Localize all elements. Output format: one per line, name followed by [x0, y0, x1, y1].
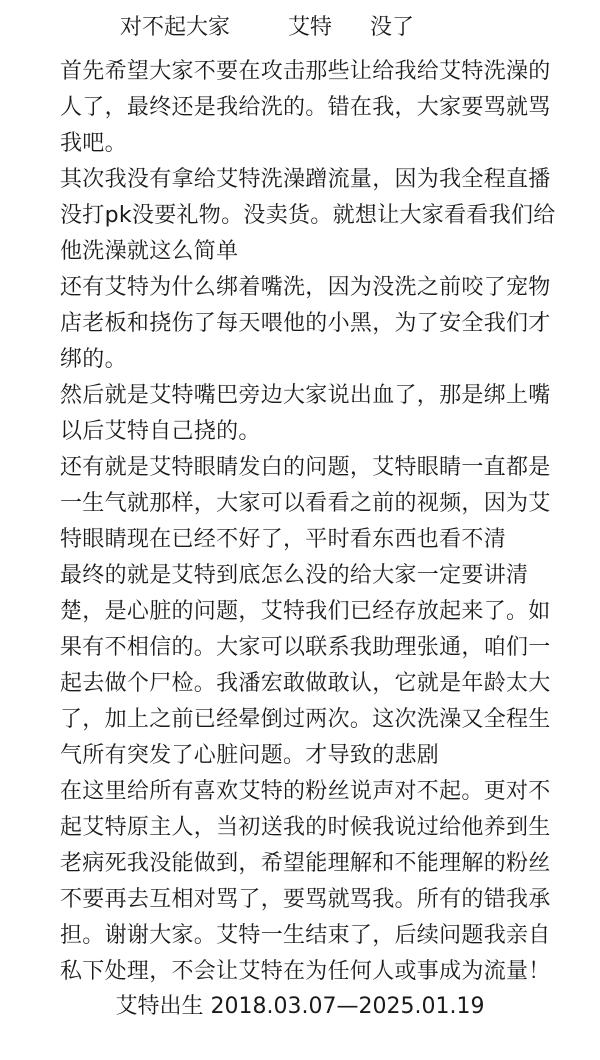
text-line: 气所有突发了心脏问题。才导致的悲剧 [60, 743, 440, 768]
text-line: 没打pk没要礼物。没卖货。就想让大家看看我们给 [60, 203, 556, 228]
text-line: 在这里给所有喜欢艾特的粉丝说声对不起。更对不 [60, 779, 551, 804]
text-line: 最终的就是艾特到底怎么没的给大家一定要讲清 [60, 563, 529, 588]
title-apology: 对不起大家 [120, 15, 231, 40]
text-line: 老病死我没能做到，希望能理解和不能理解的粉丝 [60, 851, 551, 876]
document-title [0, 10, 600, 46]
text-line: 起去做个尸检。我潘宏敢做敢认，它就是年龄太大 [60, 671, 551, 696]
text-line: 一生气就那样，大家可以看看之前的视频，因为艾 [60, 491, 551, 516]
text-line: 然后就是艾特嘴巴旁边大家说出血了，那是绑上嘴 [60, 383, 551, 408]
text-line: 首先希望大家不要在攻击那些让给我给艾特洗澡的 [60, 59, 551, 84]
text-line: 店老板和挠伤了每天喂他的小黑，为了安全我们才 [60, 311, 551, 336]
text-line: 果有不相信的。大家可以联系我助理张通，咱们一 [60, 635, 551, 660]
text-line: 还有艾特为什么绑着嘴洗，因为没洗之前咬了宠物 [60, 275, 551, 300]
text-line: 起艾特原主人，当初送我的时候我说过给他养到生 [60, 815, 551, 840]
text-line: 私下处理，不会让艾特在为任何人或事成为流量！ [60, 959, 551, 984]
text-line: 我吧。 [60, 131, 127, 156]
text-line: 特眼睛现在已经不好了，平时看东西也看不清 [60, 527, 507, 552]
text-line: 以后艾特自己挠的。 [60, 419, 261, 444]
text-line: 他洗澡就这么简单 [60, 239, 239, 264]
text-line: 楚，是心脏的问题，艾特我们已经存放起来了。如 [60, 599, 551, 624]
text-line: 人了，最终还是我给洗的。错在我，大家要骂就骂 [60, 95, 551, 120]
text-line: 其次我没有拿给艾特洗澡蹭流量，因为我全程直播 [60, 167, 551, 192]
text-line: 绑的。 [60, 347, 127, 372]
text-line: 不要再去互相对骂了，要骂就骂我。所有的错我承 [60, 887, 551, 912]
title-gone: 没了 [370, 15, 415, 40]
title-name: 艾特 [288, 15, 333, 40]
text-line: 担。谢谢大家。艾特一生结束了，后续问题我亲自 [60, 923, 551, 948]
birth-death-dates: 艾特出生 2018.03.07—2025.01.19 [115, 994, 485, 1019]
text-line: 了，加上之前已经晕倒过两次。这次洗澡又全程生 [60, 707, 551, 732]
text-line: 还有就是艾特眼睛发白的问题，艾特眼睛一直都是 [60, 455, 551, 480]
